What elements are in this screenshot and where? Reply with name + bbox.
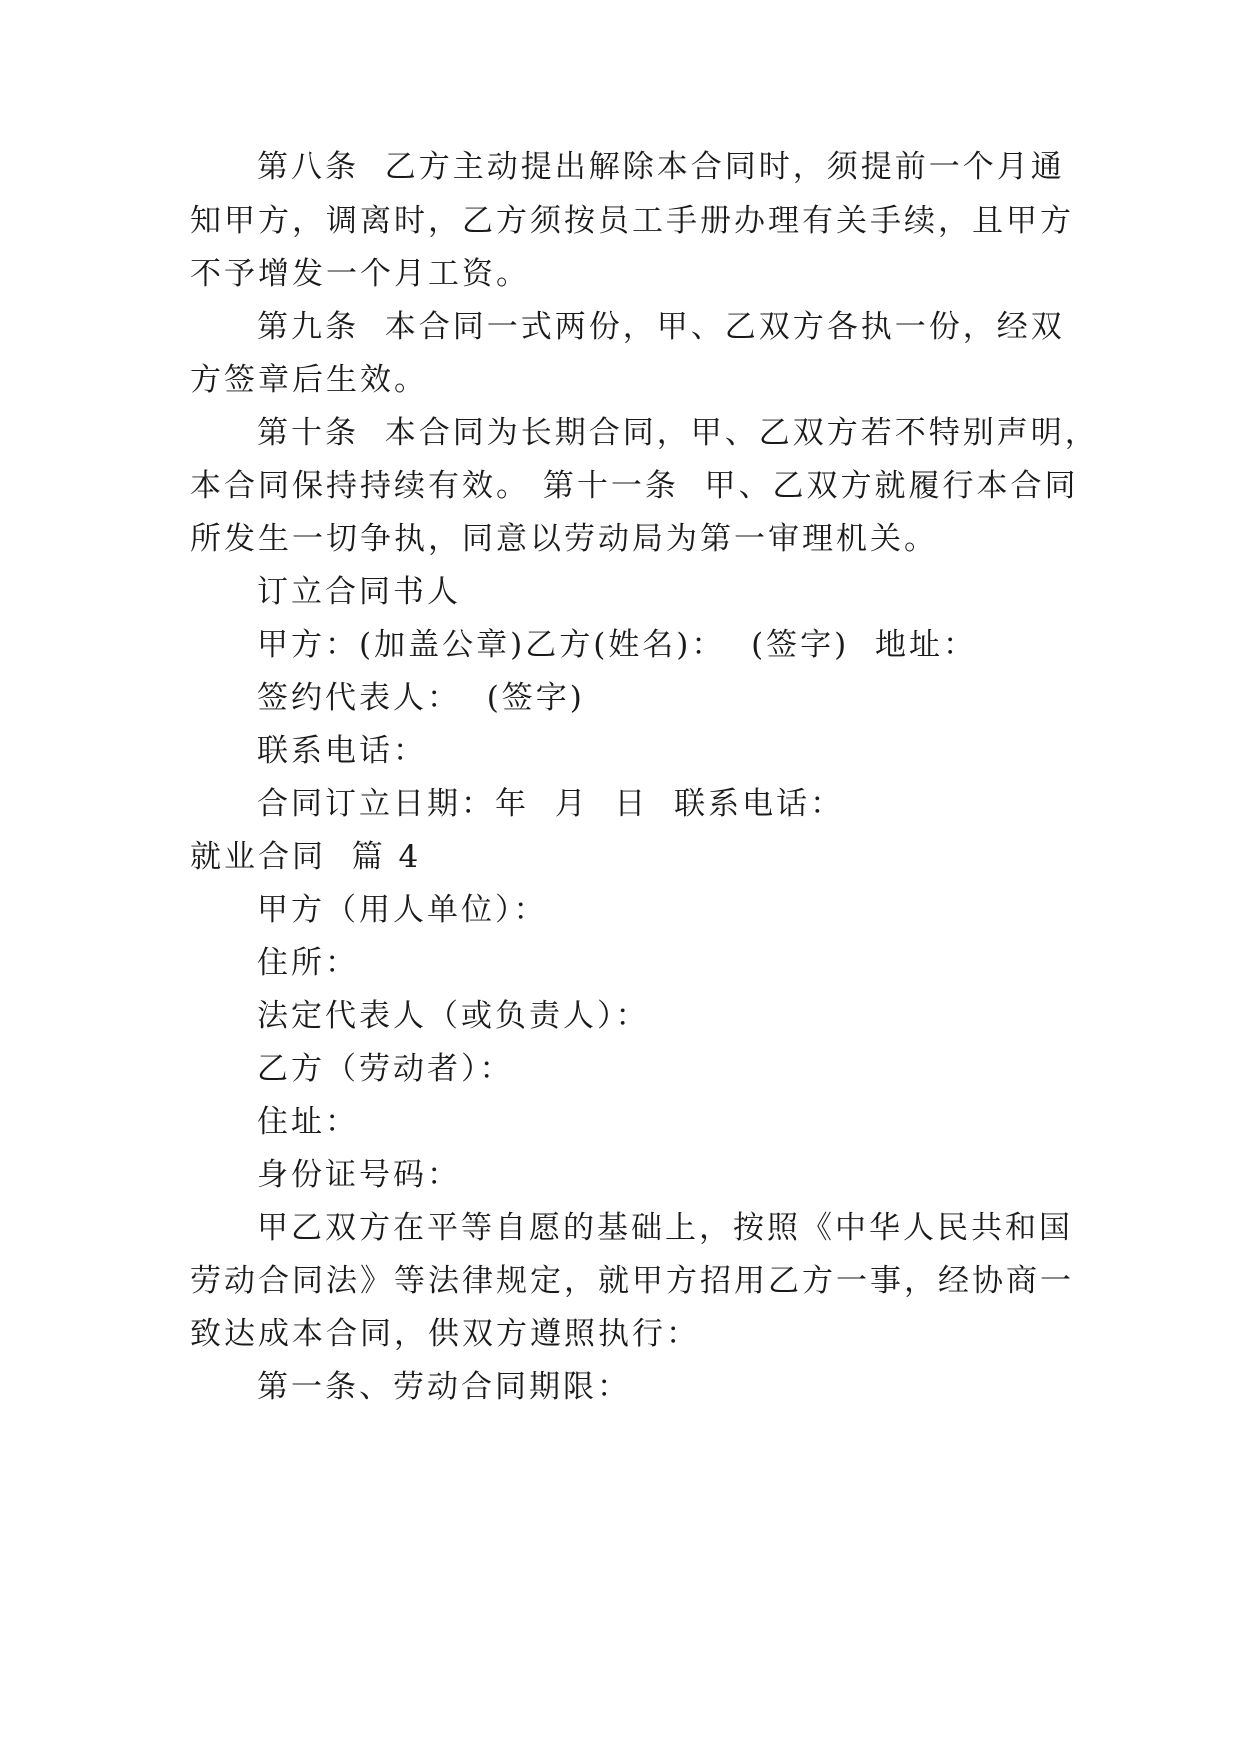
signatories-heading: 订立合同书人	[257, 574, 461, 610]
clause-8-line-2: 知甲方，调离时，乙方须按员工手册办理有关手续，且甲方	[190, 203, 1074, 239]
clause-9-line-1: 第九条 本合同一式两份，甲、乙双方各执一份，经双	[257, 309, 1065, 345]
legal-representative-field: 法定代表人（或负责人）：	[257, 998, 650, 1034]
clause-10-line-1: 第十条 本合同为长期合同，甲、乙双方若不特别声明，	[257, 415, 1099, 451]
contract-date-line: 合同订立日期：年 月 日 联系电话：	[257, 786, 845, 822]
clause-8-line-3: 不予增发一个月工资。	[190, 256, 530, 292]
section-title: 就业合同 篇 4	[190, 839, 422, 875]
preamble-line-3: 致达成本合同，供双方遵照执行：	[190, 1316, 700, 1352]
id-number-field: 身份证号码：	[257, 1157, 461, 1193]
party-b-address-field: 住址：	[257, 1104, 359, 1140]
party-b-field: 乙方（劳动者）：	[257, 1051, 514, 1087]
preamble-line-1: 甲乙双方在平等自愿的基础上，按照《中华人民共和国	[257, 1210, 1073, 1246]
representative-line: 签约代表人： (签字)	[257, 680, 585, 716]
preamble-line-2: 劳动合同法》等法律规定，就甲方招用乙方一事，经协商一	[190, 1263, 1074, 1299]
clause-11-line: 所发生一切争执，同意以劳动局为第一审理机关。	[190, 521, 938, 557]
clause-9-line-2: 方签章后生效。	[190, 362, 428, 398]
phone-line: 联系电话：	[257, 733, 427, 769]
party-a-address-field: 住所：	[257, 945, 359, 981]
clause-8-line-1: 第八条 乙方主动提出解除本合同时，须提前一个月通	[257, 149, 1065, 185]
party-a-signature-line: 甲方：(加盖公章)乙方(姓名)： (签字) 地址：	[257, 627, 977, 663]
party-a-field: 甲方（用人单位）：	[257, 892, 548, 928]
article-1-heading: 第一条、劳动合同期限：	[257, 1369, 631, 1405]
clause-10-line-2: 本合同保持持续有效。 第十一条 甲、乙双方就履行本合同	[190, 468, 1079, 504]
